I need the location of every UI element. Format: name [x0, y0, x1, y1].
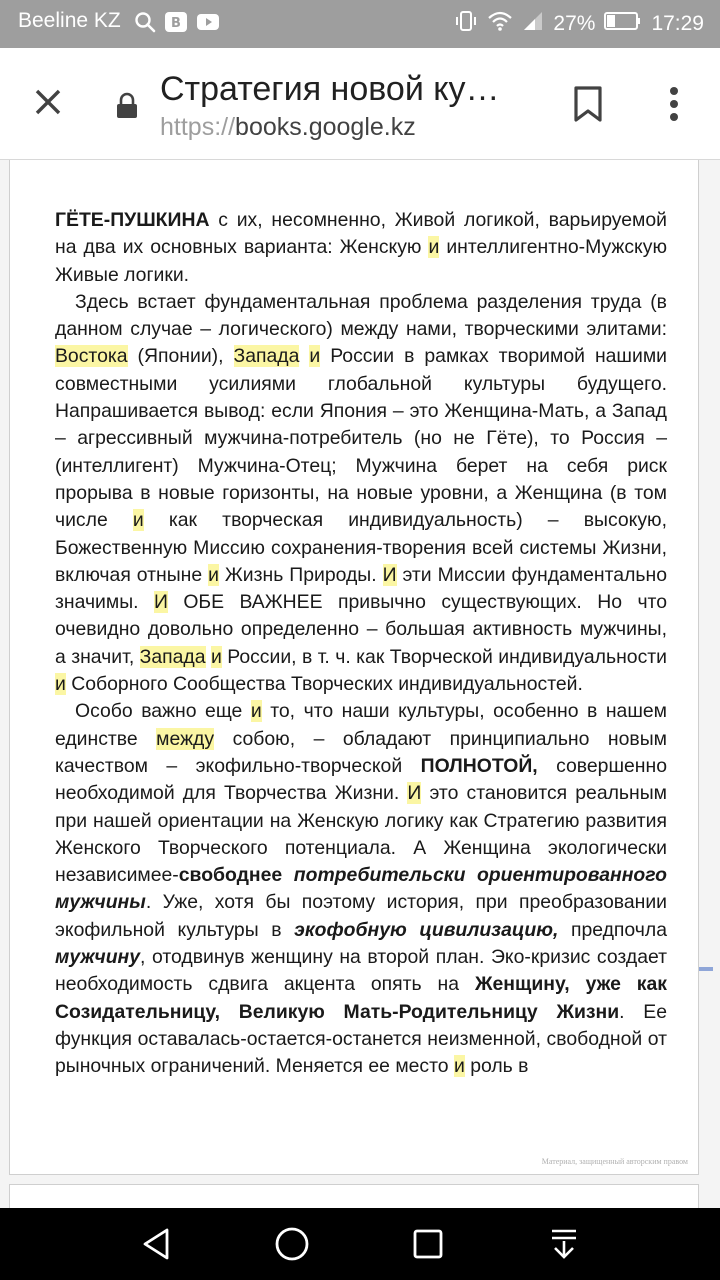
book-text [55, 207, 667, 1081]
scroll-indicator[interactable] [699, 967, 713, 971]
search-highlight: и [250, 700, 262, 723]
url-host: books.google.kz [235, 113, 416, 141]
recents-button[interactable] [406, 1222, 450, 1266]
navigation-bar [0, 1208, 720, 1280]
text-run: роль в [464, 1055, 529, 1078]
text-run: как творческая индивидуальность) – высокую, Божественную Миссию сохранения-творения всей системы Жизни, включая отныне [55, 509, 667, 586]
search-icon [134, 11, 156, 37]
search-highlight: между [156, 727, 215, 750]
battery-icon [604, 10, 642, 38]
browser-toolbar [0, 48, 720, 160]
signal-icon [522, 10, 544, 38]
search-highlight: Запада [233, 345, 300, 368]
text-run: . Уже, хотя бы поэтому история, при преобразовании экофильной культуры в [55, 891, 667, 941]
notifications-pull-icon [549, 1227, 579, 1261]
text-run: ОБЕ ВАЖНЕЕ привычно существующих. Но что очевидно довольно определенно – большая активность мужчины, а значит, [55, 591, 667, 668]
text-run: . Ее функция оставалась-остается-останется неизменной, свободной от рыночных ограничений. Меняется ее место [55, 1000, 668, 1078]
paragraph-1 [55, 207, 667, 289]
close-icon [34, 88, 62, 116]
paragraph-2 [55, 289, 667, 698]
page-url[interactable] [160, 113, 416, 142]
page-title: Стратегия новой ку… [160, 70, 500, 108]
search-highlight: Запада [139, 645, 206, 668]
text-run [282, 864, 294, 886]
text-run: то, что наши культуры, особенно в нашем единстве [55, 700, 668, 750]
search-highlight: и [210, 645, 222, 668]
book-page [9, 160, 699, 1175]
paragraph-3 [55, 698, 667, 1080]
close-button[interactable] [28, 82, 68, 122]
search-highlight: и [208, 563, 219, 586]
svg-text:В: В [171, 16, 181, 31]
lock-icon[interactable] [115, 92, 139, 124]
search-highlight: и [453, 1055, 465, 1078]
search-highlight: и [132, 509, 144, 532]
text-run: России, в т. ч. как Творческой индивидуальности [221, 645, 667, 668]
text-run: с их, несомненно, Живой логикой, варьируемой на два их основных варианта: Женскую [55, 209, 667, 259]
home-icon [274, 1226, 310, 1262]
search-highlight: И [153, 591, 168, 614]
url-scheme: https:// [160, 113, 236, 141]
carrier-label: Beeline KZ [18, 9, 121, 32]
text-run: Особо важно еще [75, 700, 251, 723]
bold-italic-text: потребительски ориентированного мужчины [55, 864, 667, 914]
overflow-menu-button[interactable] [658, 82, 690, 126]
wifi-icon [487, 10, 513, 38]
notifications-button[interactable] [542, 1222, 586, 1266]
back-icon [141, 1227, 171, 1261]
bold-italic-text: мужчину [55, 946, 141, 969]
bookmark-icon [573, 86, 603, 122]
book-viewer[interactable] [0, 160, 720, 1208]
youtube-icon [196, 12, 220, 36]
battery-percent: 27% [553, 12, 596, 35]
search-highlight: И [382, 563, 397, 586]
bold-italic-text: экофобную цивилизацию, [294, 918, 559, 941]
text-run: собою, – обладают принципиально новым качеством – экофильно-творческой [55, 727, 667, 777]
search-highlight: и [309, 345, 321, 368]
status-bar [0, 0, 720, 48]
notification-icons [134, 11, 220, 37]
status-right [454, 9, 704, 39]
search-highlight: и [55, 673, 66, 696]
text-run: это становится реальным при нашей ориентации на Женскую логику как Стратегию развития Женского Творческого потенциала. А Женщина экологически независимее- [55, 782, 668, 887]
home-button[interactable] [270, 1222, 314, 1266]
text-run: Здесь встает фундаментальная проблема разделения труда (в данном случае – логического) между нами, творческими элитами: [55, 290, 667, 341]
text-run: Соборного Сообщества Творческих индивидуальностей. [65, 673, 583, 696]
text-run: , отодвинув женщину на второй план. Эко-кризис создает необходимость сдвига акцента опять на [55, 946, 667, 996]
bold-text: Женщину, уже как Созидательницу, Великую Мать-Родительницу Жизни [55, 973, 667, 1023]
bold-text: ПОЛНОТОЙ, [420, 754, 538, 777]
recents-icon [412, 1228, 444, 1260]
text-run: Жизнь Природы. [218, 563, 383, 586]
clock: 17:29 [651, 12, 704, 35]
more-vert-icon [669, 86, 679, 122]
text-run: интеллигентно-Мужскую Живые логики. [55, 236, 667, 286]
text-run: эти Миссии фундаментально значимы. [55, 563, 667, 614]
text-run: России в рамках творимой нашими совместными усилиями глобальной культуры будущего. Напрашивается вывод: если Япония – это Женщина-Мать, а Запад – агрессивный мужчина-потребитель (но не Гёте), то Россия – (интеллигент) Мужчина-Отец; Мужчина берет на себя риск прорыва в новые горизонты, на новые уровни, а Женщина (в том числе [55, 345, 667, 532]
search-highlight: и [428, 236, 440, 259]
bookmark-button[interactable] [568, 82, 608, 126]
text-run: (Японии), [127, 345, 234, 368]
text-run: предпочла [558, 918, 667, 941]
bold-text: ГЁТЕ-ПУШКИНА [55, 209, 210, 231]
search-highlight: И [407, 782, 422, 805]
text-run: совершенно необходимой для Творчества Жизни. [55, 754, 667, 805]
back-button[interactable] [134, 1222, 178, 1266]
vibrate-icon [454, 9, 478, 39]
copyright-notice: Материал, защищенный авторским правом [541, 1157, 688, 1166]
text-run [299, 345, 309, 367]
vk-icon [164, 11, 188, 37]
bold-text: свободнее [178, 864, 283, 887]
search-highlight: Востока [55, 345, 128, 368]
